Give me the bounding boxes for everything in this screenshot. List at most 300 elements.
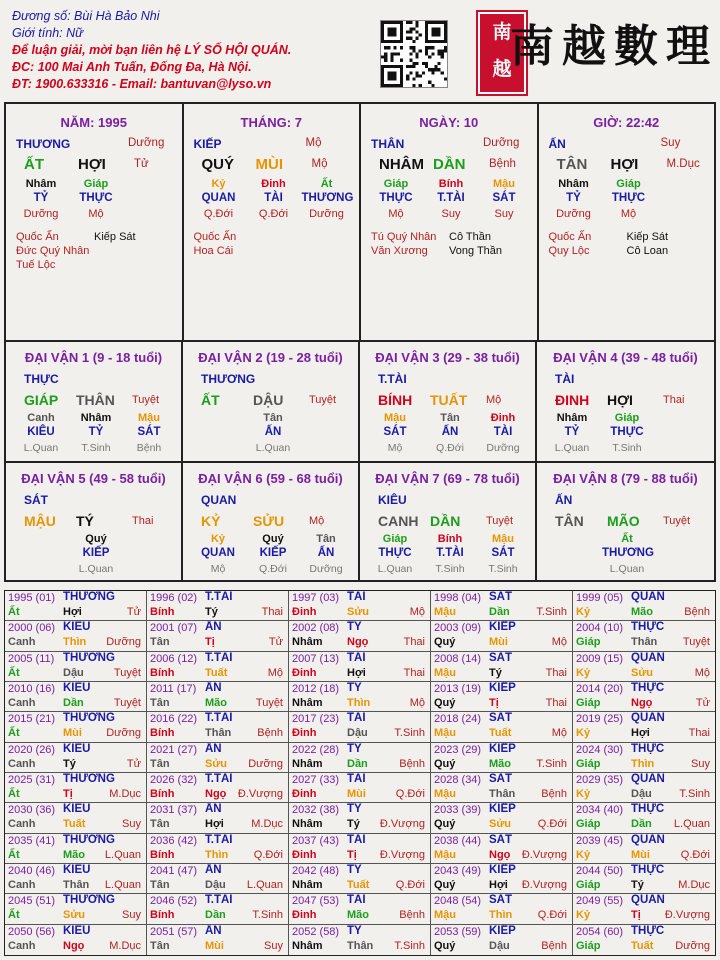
year-stage: Mộ — [694, 666, 710, 679]
hidden-god: TỶ — [33, 192, 49, 204]
year-branch: Mão — [631, 606, 653, 618]
year-branch: Mão — [347, 909, 369, 922]
dai-van-title: ĐẠI VẬN 2 (19 - 28 tuổi) — [198, 350, 343, 365]
year-ten-god: THƯƠNG — [63, 712, 115, 725]
year-branch: Mão — [63, 848, 85, 861]
pillar-title: THÁNG: 7 — [240, 115, 302, 130]
year-stem: Giáp — [576, 697, 601, 709]
year-cell — [573, 773, 715, 803]
dai-van-stem: CANH — [378, 513, 419, 529]
annual-luck-table — [4, 590, 716, 956]
dai-van-stage: Mộ — [309, 515, 325, 527]
year-label: 2042 (48) — [292, 865, 340, 877]
year-ten-god: KIÊU — [63, 924, 91, 937]
dai-van-stage: Thai — [132, 515, 154, 527]
dai-van-title: ĐẠI VẬN 4 (39 - 48 tuổi) — [553, 350, 698, 365]
year-stem: Mậu — [434, 848, 456, 861]
dai-van-stem: ẤT — [201, 392, 220, 408]
star-good: Đức Quý Nhân — [16, 245, 90, 257]
year-cell — [431, 834, 573, 864]
year-branch: Tị — [205, 636, 215, 649]
pillar-stem: QUÝ — [201, 156, 235, 173]
year-label: 2048 (54) — [434, 895, 482, 908]
dai-van-hidden-stem: Tân — [316, 533, 336, 545]
year-stage: Bệnh — [399, 757, 425, 770]
year-branch: Thân — [63, 879, 90, 891]
year-stem: Đinh — [292, 788, 317, 800]
year-cell — [289, 925, 431, 955]
year-cell — [289, 712, 431, 742]
year-stage: Q.Đới — [537, 909, 567, 922]
year-stem: Ất — [8, 788, 20, 800]
year-label: 2021 (27) — [150, 743, 198, 756]
dai-van-stem: KỶ — [201, 513, 221, 529]
year-ten-god: KIẾP — [489, 803, 516, 816]
year-branch: Dậu — [631, 788, 652, 800]
dai-van-3 — [360, 342, 537, 461]
year-cell — [289, 803, 431, 833]
dai-van-hidden-stage: L.Quan — [609, 563, 645, 575]
year-label: 2030 (36) — [8, 804, 56, 817]
year-label: 2038 (44) — [434, 834, 482, 847]
hidden-god: QUAN — [201, 192, 236, 204]
year-stage: Bệnh — [399, 909, 425, 922]
dai-van-hidden-stage: L.Quan — [23, 442, 59, 454]
year-stem: Kỷ — [576, 848, 591, 861]
year-label: 2043 (49) — [434, 865, 482, 877]
year-cell — [147, 621, 289, 651]
year-cell — [431, 743, 573, 773]
year-stage: Suy — [122, 818, 141, 831]
year-ten-god: KIẾP — [489, 924, 516, 937]
dai-van-stem: GIÁP — [24, 392, 59, 408]
hidden-stem: Kỷ — [211, 178, 226, 190]
year-stage: Đ.Vượng — [379, 818, 425, 831]
year-cell — [573, 591, 715, 621]
dai-van-hidden-god: QUAN — [201, 547, 235, 559]
year-cell — [5, 864, 147, 894]
year-stage: Đ.Vượng — [521, 879, 567, 891]
dai-van-hidden-god: KIẾP — [259, 547, 287, 559]
year-branch: Sửu — [489, 818, 512, 831]
year-cell — [289, 864, 431, 894]
dai-van-hidden-stem: Mậu — [138, 412, 160, 424]
dai-van-stem: BÍNH — [378, 392, 413, 408]
year-label: 2002 (08) — [292, 622, 340, 635]
dai-van-branch: SỬU — [253, 513, 285, 529]
year-stem: Kỷ — [576, 909, 591, 922]
dai-van-title: ĐẠI VẬN 5 (49 - 58 tuổi) — [21, 471, 166, 486]
dai-van-hidden-stage: Mộ — [387, 442, 403, 454]
year-cell — [289, 682, 431, 712]
dai-van-hidden-stem: Canh — [27, 412, 55, 424]
header-line: Để luận giải, mời bạn liên hệ LÝ SỐ HỘI QUÁN. — [12, 43, 292, 57]
pillar-stage-branch: Bệnh — [489, 158, 516, 170]
dai-van-god-stem: KIÊU — [378, 493, 407, 507]
year-label: 2001 (07) — [150, 622, 198, 635]
year-branch: Tý — [347, 818, 360, 831]
year-branch: Ngọ — [489, 848, 511, 861]
year-label: 2039 (45) — [576, 834, 624, 847]
year-ten-god: T.TÀI — [205, 591, 233, 603]
year-stage: Tử — [268, 636, 283, 649]
year-ten-god: TỶ — [347, 742, 362, 755]
year-stem: Kỷ — [576, 727, 591, 740]
year-ten-god: TỶ — [347, 803, 362, 816]
year-label: 2049 (55) — [576, 895, 624, 908]
year-stage: Dưỡng — [248, 757, 283, 770]
year-branch: Mùi — [205, 939, 224, 952]
star-bad: Vong Thần — [449, 245, 503, 257]
year-stem: Đinh — [292, 909, 317, 922]
year-ten-god: KIÊU — [63, 803, 91, 816]
year-ten-god: KIẾP — [489, 742, 516, 755]
year-stage: Mộ — [551, 727, 567, 740]
year-ten-god: TÀI — [347, 712, 366, 725]
pillar-god-stem: KIẾP — [193, 137, 222, 151]
year-ten-god: THƯƠNG — [63, 651, 115, 664]
dai-van-hidden-stage: L.Quan — [554, 442, 590, 454]
year-branch: Tị — [63, 788, 73, 800]
year-cell — [573, 864, 715, 894]
year-label: 2008 (14) — [434, 652, 482, 665]
year-stem: Ất — [8, 909, 20, 922]
hidden-stem: Ất — [320, 178, 333, 190]
year-label: 2016 (22) — [150, 713, 198, 726]
dai-van-8 — [537, 461, 714, 580]
year-stage: T.Sinh — [252, 909, 283, 922]
year-ten-god: T.TÀI — [205, 833, 233, 846]
year-stage: Mộ — [267, 666, 283, 679]
year-cell — [573, 925, 715, 955]
year-stage: Tuyệt — [682, 636, 710, 649]
year-stem: Mậu — [434, 606, 456, 618]
dai-van-stage: Mộ — [486, 394, 502, 406]
hidden-stage: Suy — [441, 208, 461, 220]
year-ten-god: QUAN — [631, 591, 665, 603]
year-stem: Bính — [150, 848, 175, 861]
year-stem: Nhâm — [292, 757, 323, 770]
qr-code — [380, 20, 448, 88]
year-stem: Giáp — [576, 879, 601, 891]
year-cell — [431, 864, 573, 894]
year-ten-god: TÀI — [347, 894, 366, 907]
year-label: 2029 (35) — [576, 774, 624, 786]
year-stem: Quý — [434, 939, 456, 952]
year-stem: Đinh — [292, 727, 317, 740]
header-line: Giới tính: Nữ — [12, 26, 84, 40]
pillar-branch: DẦN — [433, 156, 466, 173]
year-stage: Tử — [126, 757, 141, 770]
dai-van-god-stem: T.TÀI — [378, 372, 407, 386]
year-branch: Tị — [489, 697, 499, 709]
year-ten-god: THỰC — [631, 864, 665, 876]
hidden-stage: Dưỡng — [309, 208, 344, 220]
dai-van-branch: TÝ — [76, 513, 94, 529]
year-label: 2052 (58) — [292, 925, 340, 938]
year-branch: Dần — [347, 757, 368, 770]
year-stem: Canh — [8, 636, 36, 649]
dai-van-hidden-god: ẤN — [441, 426, 459, 438]
year-stem: Đinh — [292, 666, 317, 679]
header-line: ĐC: 100 Mai Anh Tuấn, Đống Đa, Hà Nội. — [12, 60, 252, 74]
pillar-stem: TÂN — [556, 156, 588, 173]
dai-van-hidden-stage: T.Sinh — [435, 563, 465, 575]
year-stem: Ất — [8, 848, 20, 861]
year-branch: Ngọ — [631, 697, 653, 709]
hidden-god: TỶ — [566, 192, 581, 204]
year-stage: M.Dục — [251, 818, 283, 831]
star-bad: Kiếp Sát — [94, 231, 136, 243]
year-label: 2018 (24) — [434, 713, 482, 726]
year-stage: L.Quan — [104, 879, 141, 891]
hidden-stem: Nhâm — [25, 178, 57, 190]
pillar-stem: NHÂM — [379, 156, 424, 173]
year-cell — [147, 712, 289, 742]
dai-van-hidden-stage: Q.Đới — [259, 563, 287, 575]
year-stem: Quý — [434, 818, 456, 831]
year-label: 2020 (26) — [8, 743, 56, 756]
year-label: 2012 (18) — [292, 683, 340, 695]
year-label: 2000 (06) — [8, 622, 56, 635]
year-label: 2050 (56) — [8, 925, 56, 938]
year-stage: L.Quan — [673, 818, 710, 831]
year-stem: Kỷ — [576, 606, 591, 618]
year-stem: Canh — [8, 879, 36, 891]
dai-van-hidden-god: SÁT — [137, 426, 161, 438]
dai-van-hidden-god: TÀI — [493, 426, 513, 438]
year-label: 1999 (05) — [576, 592, 624, 604]
dai-van-6 — [183, 461, 360, 580]
year-branch: Sửu — [63, 909, 86, 922]
year-label: 1995 (01) — [8, 592, 56, 604]
year-label: 2009 (15) — [576, 652, 624, 665]
year-branch: Mùi — [489, 636, 508, 649]
star-good: Quy Lộc — [548, 245, 590, 257]
year-ten-god: KIÊU — [63, 742, 91, 755]
hidden-stage: Dưỡng — [23, 208, 59, 220]
year-label: 1996 (02) — [150, 592, 198, 604]
year-label: 2007 (13) — [292, 652, 340, 665]
year-branch: Tị — [631, 909, 641, 922]
year-stage: M.Dục — [109, 788, 141, 800]
year-stage: Dưỡng — [106, 636, 141, 649]
year-ten-god: T.TÀI — [205, 894, 233, 907]
year-ten-god: TỶ — [347, 621, 362, 634]
year-ten-god: QUAN — [631, 651, 665, 664]
dai-van-branch: DẦN — [430, 513, 461, 529]
year-ten-god: QUAN — [631, 773, 665, 785]
year-cell — [573, 682, 715, 712]
year-label: 2026 (32) — [150, 774, 198, 786]
year-label: 2037 (43) — [292, 834, 340, 847]
year-stage: Thai — [545, 697, 567, 709]
year-branch: Tý — [63, 757, 76, 770]
year-stem: Giáp — [576, 757, 601, 770]
pillar-stage-stem: Suy — [660, 137, 681, 149]
year-cell — [147, 864, 289, 894]
year-label: 2003 (09) — [434, 622, 482, 635]
year-label: 2028 (34) — [434, 774, 482, 786]
dai-van-stage: Tuyệt — [309, 394, 337, 406]
year-cell — [289, 894, 431, 924]
year-stem: Kỷ — [576, 666, 591, 679]
pillar-stage-branch: Tử — [134, 158, 149, 170]
year-label: 2022 (28) — [292, 743, 340, 756]
year-ten-god: TÀI — [347, 591, 366, 603]
year-branch: Thân — [631, 636, 658, 649]
year-label: 2041 (47) — [150, 865, 198, 877]
year-branch: Dậu — [63, 666, 84, 679]
year-label: 2053 (59) — [434, 925, 482, 938]
hidden-stem: Mậu — [493, 178, 515, 190]
year-stem: Tân — [150, 879, 170, 891]
dai-van-god-stem: THỰC — [24, 372, 59, 386]
year-cell — [147, 743, 289, 773]
year-cell — [5, 803, 147, 833]
year-stem: Tân — [150, 757, 170, 770]
year-label: 2051 (57) — [150, 925, 198, 938]
year-branch: Mão — [205, 697, 227, 709]
year-ten-god: ẤN — [205, 621, 222, 634]
year-branch: Mùi — [347, 788, 366, 800]
dai-van-hidden-stage: Dưỡng — [309, 563, 343, 575]
year-stage: Bệnh — [257, 727, 283, 740]
year-label: 1998 (04) — [434, 592, 482, 604]
header-line: Đương số: Bùi Hà Bảo Nhi — [12, 9, 160, 23]
pillar-stage-branch: Mộ — [311, 158, 328, 170]
year-ten-god: THƯƠNG — [63, 833, 115, 846]
year-stem: Đinh — [292, 848, 317, 861]
year-cell — [5, 712, 147, 742]
dai-van-hidden-god: TỶ — [564, 426, 580, 438]
pillar-stage-branch: M.Dục — [666, 158, 700, 170]
dai-van-stage: Tuyệt — [486, 515, 514, 527]
year-label: 2036 (42) — [150, 834, 198, 847]
year-cell — [5, 591, 147, 621]
year-cell — [147, 682, 289, 712]
hidden-god: THỰC — [611, 192, 646, 204]
year-label: 2013 (19) — [434, 683, 482, 695]
hidden-stem: Giáp — [83, 178, 109, 190]
year-ten-god: QUAN — [631, 894, 665, 907]
dai-van-hidden-stem: Tân — [440, 412, 460, 424]
year-label: 2033 (39) — [434, 804, 482, 817]
year-cell — [147, 925, 289, 955]
year-cell — [5, 834, 147, 864]
year-cell — [147, 773, 289, 803]
year-branch: Dần — [631, 818, 652, 831]
year-cell — [573, 894, 715, 924]
dai-van-hidden-stem: Nhâm — [80, 412, 112, 424]
year-stage: M.Dục — [678, 879, 710, 891]
hidden-stem: Giáp — [616, 178, 641, 190]
year-stage: Mộ — [551, 636, 567, 649]
year-branch: Tuất — [205, 666, 228, 679]
year-stem: Canh — [8, 939, 36, 952]
dai-van-1 — [6, 342, 183, 461]
year-ten-god: SÁT — [489, 712, 512, 725]
year-label: 2027 (33) — [292, 774, 340, 786]
year-ten-god: KIÊU — [63, 864, 91, 876]
hidden-god: THỰC — [79, 192, 113, 204]
year-branch: Hợi — [205, 818, 224, 831]
star-good: Văn Xương — [371, 245, 428, 257]
year-ten-god: THỰC — [631, 803, 665, 816]
dai-van-panel — [4, 342, 716, 582]
header — [0, 0, 720, 100]
year-branch: Thìn — [489, 909, 513, 922]
year-branch: Tuất — [347, 879, 370, 891]
pillar-day — [361, 104, 539, 340]
year-stage: Thai — [261, 606, 283, 618]
year-branch: Tý — [489, 666, 502, 679]
year-label: 2019 (25) — [576, 713, 624, 726]
year-ten-god: THỰC — [631, 682, 665, 694]
dai-van-god-stem: QUAN — [201, 493, 237, 507]
year-branch: Ngọ — [63, 939, 85, 952]
year-cell — [431, 682, 573, 712]
star-good: Tuế Lộc — [16, 259, 56, 271]
year-ten-god: ẤN — [205, 803, 222, 816]
year-ten-god: ẤN — [205, 864, 222, 876]
four-pillars-panel — [4, 102, 716, 342]
dai-van-hidden-stage: T.Sinh — [612, 442, 642, 454]
year-stem: Mậu — [434, 909, 456, 922]
year-stage: T.Sinh — [536, 757, 567, 770]
pillar-branch: MÙI — [255, 156, 283, 173]
dai-van-hidden-god: KIÊU — [27, 426, 55, 438]
star-bad: Kiếp Sát — [626, 231, 669, 243]
year-stem: Giáp — [576, 939, 601, 952]
dai-van-hidden-stem: Nhâm — [556, 412, 588, 424]
year-stage: Tử — [695, 697, 710, 709]
year-branch: Dần — [205, 909, 226, 922]
hidden-stage: Mộ — [388, 208, 404, 220]
dai-van-stem: ĐINH — [555, 392, 590, 408]
year-cell — [431, 652, 573, 682]
dai-van-hidden-god: THƯƠNG — [602, 547, 654, 559]
dai-van-hidden-stage: Dưỡng — [486, 442, 520, 454]
year-branch: Thìn — [205, 848, 229, 861]
year-cell — [5, 682, 147, 712]
year-branch: Dần — [489, 606, 510, 618]
year-stem: Tân — [150, 697, 170, 709]
year-label: 2024 (30) — [576, 743, 624, 756]
dai-van-hidden-god: SÁT — [491, 547, 515, 559]
dai-van-stage: Thai — [663, 394, 685, 406]
dai-van-hidden-god: SÁT — [383, 426, 407, 438]
year-cell — [147, 803, 289, 833]
year-branch: Thân — [489, 788, 516, 800]
year-stage: Q.Đới — [395, 879, 425, 891]
pillar-god-stem: ẤN — [548, 137, 566, 151]
year-cell — [5, 652, 147, 682]
year-stage: Thai — [403, 636, 425, 649]
year-label: 2040 (46) — [8, 865, 56, 877]
year-cell — [289, 834, 431, 864]
pillar-title: NGÀY: 10 — [419, 115, 479, 130]
star-good: Hoa Cái — [193, 245, 234, 257]
year-cell — [431, 591, 573, 621]
year-label: 2015 (21) — [8, 713, 56, 726]
year-stem: Quý — [434, 636, 456, 649]
dai-van-4 — [537, 342, 714, 461]
year-stage: Tuyệt — [255, 697, 283, 709]
year-ten-god: ẤN — [205, 682, 222, 694]
dai-van-branch: HỢI — [607, 392, 633, 408]
star-good: Quốc Ấn — [548, 231, 592, 243]
